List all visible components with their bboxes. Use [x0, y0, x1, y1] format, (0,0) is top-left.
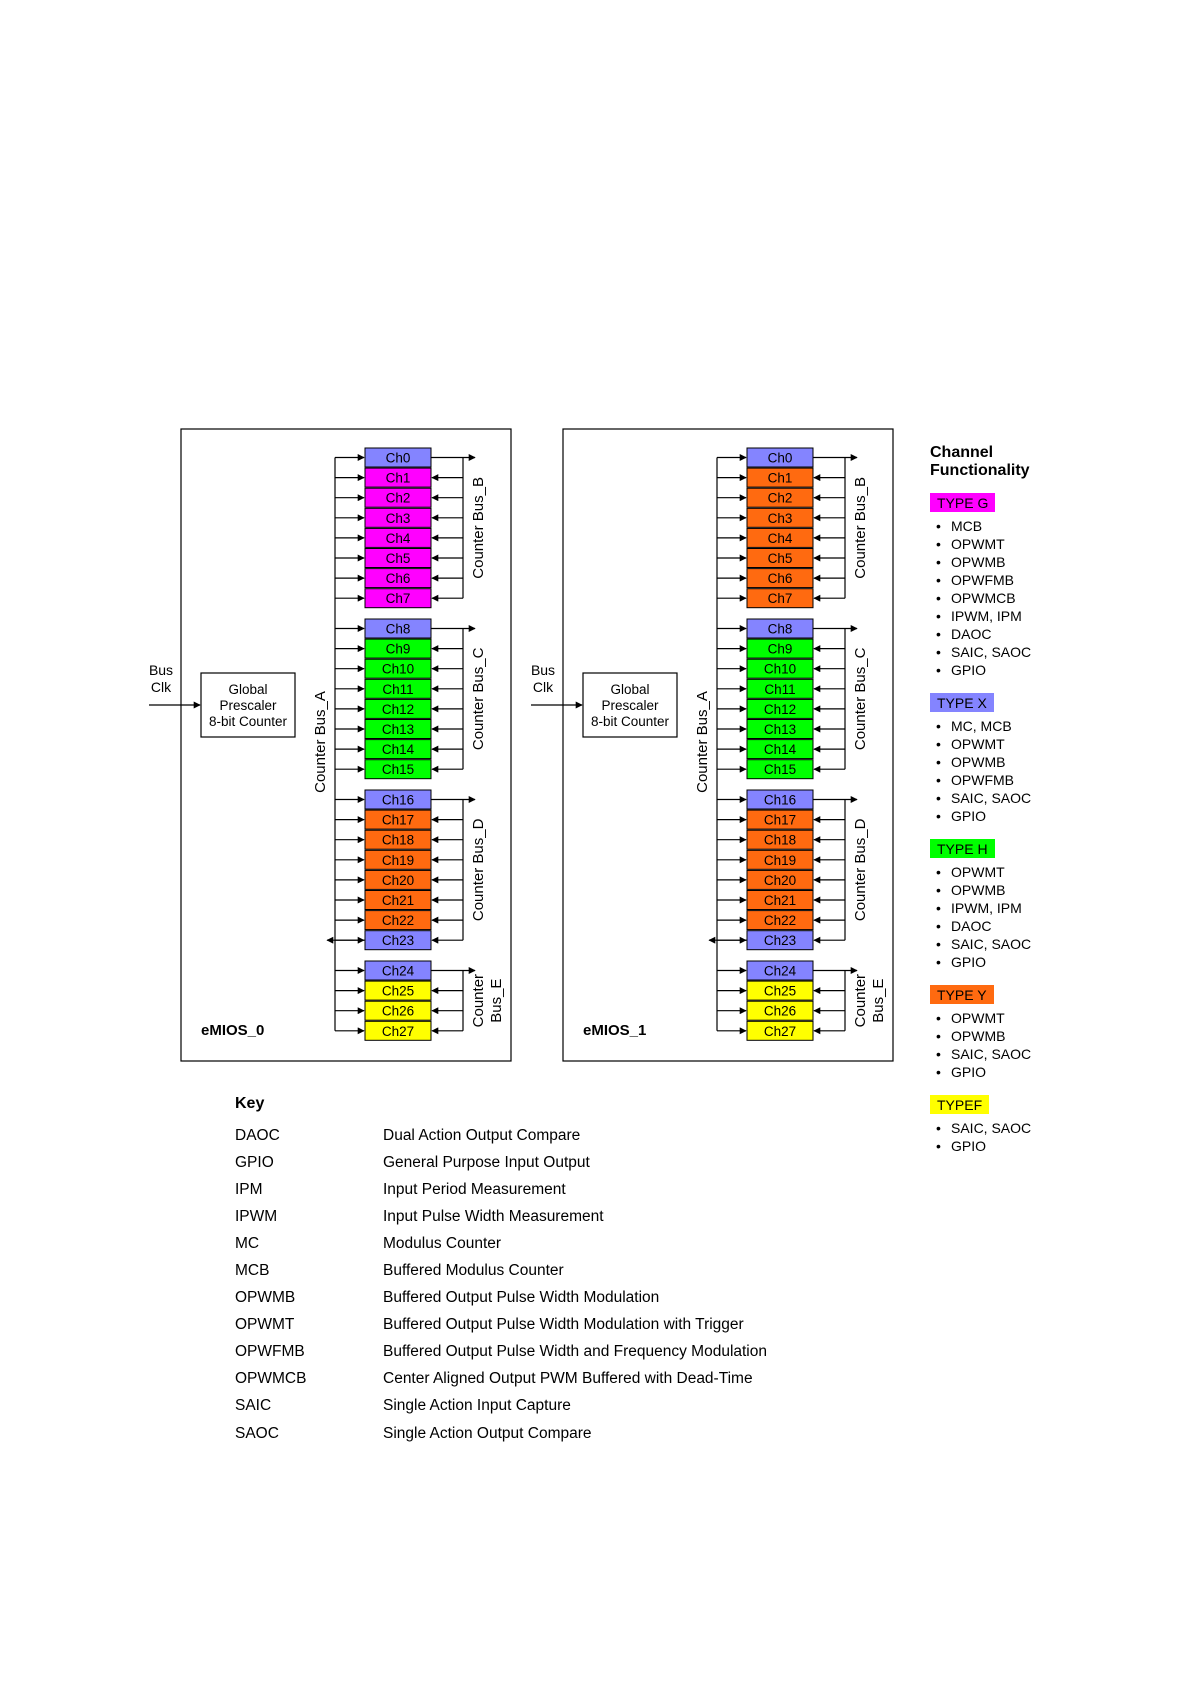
channel-label: Ch11 — [382, 681, 414, 697]
legend-mode-item: • DAOC — [930, 625, 1170, 643]
channel-label: Ch1 — [767, 470, 793, 486]
channel-label: Ch24 — [381, 963, 415, 979]
legend-mode-item: • OPWMB — [930, 553, 1170, 571]
counter-bus-label: Counter Bus_B — [852, 476, 869, 579]
prescaler-label: Prescaler — [601, 698, 659, 713]
legend-type-badge: TYPE Y — [930, 985, 994, 1004]
key-row — [235, 1257, 855, 1284]
channel-group-1 — [335, 619, 487, 779]
legend-mode-item: • GPIO — [930, 1137, 1170, 1155]
legend-mode-item: • MCB — [930, 517, 1170, 535]
channel-label: Ch3 — [385, 510, 411, 526]
channel-label: Ch9 — [385, 641, 411, 657]
channel-label: Ch23 — [763, 933, 797, 949]
channel-label: Ch18 — [381, 832, 415, 848]
channel-label: Ch23 — [381, 933, 415, 949]
counter-bus-label: Bus_E — [870, 978, 887, 1023]
channel-label: Ch6 — [385, 571, 411, 587]
channel-label: Ch5 — [767, 551, 793, 566]
channel-group-3 — [717, 961, 887, 1040]
legend-mode-item: • GPIO — [930, 807, 1170, 825]
legend-mode-item: • GPIO — [930, 661, 1170, 679]
prescaler-label: 8-bit Counter — [590, 714, 670, 729]
channel-group-0 — [717, 448, 869, 608]
legend-mode-item: • IPWM, IPM — [930, 607, 1170, 625]
counter-bus-a-label: Counter Bus_A — [694, 691, 711, 793]
channel-group-0 — [335, 448, 487, 608]
legend-mode-item: • OPWFMB — [930, 771, 1170, 789]
key-abbreviation: IPWM — [235, 1207, 278, 1225]
channel-label: Ch15 — [381, 762, 415, 778]
legend-title-line-1: Channel — [930, 444, 994, 461]
legend-mode-item: • OPWMB — [930, 1027, 1170, 1045]
bus-clk-label: Clk — [150, 679, 172, 695]
counter-bus-a-label: Counter Bus_A — [312, 691, 329, 793]
key-abbreviation: SAOC — [235, 1424, 279, 1442]
channel-label: Ch12 — [763, 701, 797, 717]
legend-mode-item: • OPWMT — [930, 1009, 1170, 1027]
legend-mode-item: • SAIC, SAOC — [930, 1045, 1170, 1063]
key-description: Buffered Modulus Counter — [383, 1262, 564, 1280]
channel-label: Ch19 — [381, 852, 415, 868]
channel-label: Ch16 — [763, 792, 797, 808]
key-description: Single Action Output Compare — [383, 1424, 592, 1442]
legend-type-badge: TYPE H — [930, 839, 995, 858]
channel-label: Ch21 — [763, 893, 797, 908]
channel-label: Ch17 — [381, 812, 415, 828]
channel-label: Ch25 — [763, 983, 797, 999]
channel-label: Ch7 — [767, 591, 793, 607]
channel-label: Ch0 — [385, 450, 411, 466]
legend-mode-item: • SAIC, SAOC — [930, 1119, 1170, 1137]
key-abbreviation: OPWMT — [235, 1316, 295, 1334]
channel-label: Ch8 — [385, 621, 411, 637]
key-description: Modulus Counter — [383, 1234, 502, 1252]
module-0 — [149, 429, 511, 1061]
prescaler-label: 8-bit Counter — [208, 714, 288, 729]
channel-label: Ch22 — [381, 913, 415, 929]
key-row — [235, 1420, 855, 1447]
channel-functionality-legend — [930, 444, 1170, 1169]
channel-label: Ch9 — [767, 641, 793, 657]
key-description: Input Pulse Width Measurement — [383, 1207, 604, 1225]
channel-group-3 — [335, 961, 505, 1040]
legend-mode-item: • OPWFMB — [930, 571, 1170, 589]
key-description: General Purpose Input Output — [383, 1153, 590, 1171]
module-frame — [181, 429, 511, 1061]
channel-label: Ch10 — [763, 661, 797, 677]
key-abbreviation: IPM — [235, 1180, 263, 1198]
channel-label: Ch0 — [767, 450, 793, 466]
legend-mode-item: • OPWMB — [930, 881, 1170, 899]
channel-label: Ch13 — [381, 722, 415, 737]
module-name: eMIOS_1 — [583, 1022, 647, 1039]
bus-clk-label: Clk — [532, 679, 554, 695]
key-table — [235, 1095, 855, 1447]
counter-bus-label: Counter Bus_D — [852, 818, 869, 922]
key-description: Buffered Output Pulse Width Modulation — [383, 1289, 660, 1307]
key-row — [235, 1230, 855, 1257]
counter-bus-label: Counter Bus_B — [470, 476, 487, 579]
legend-mode-item: • GPIO — [930, 953, 1170, 971]
legend-mode-item: • GPIO — [930, 1063, 1170, 1081]
prescaler-label: Prescaler — [219, 698, 277, 713]
legend-title — [930, 444, 1170, 480]
legend-type-G — [930, 493, 1170, 679]
key-row — [235, 1312, 855, 1339]
legend-mode-item: • SAIC, SAOC — [930, 935, 1170, 953]
key-description: Input Period Measurement — [383, 1180, 566, 1198]
channel-label: Ch26 — [763, 1003, 797, 1019]
channel-label: Ch4 — [385, 530, 411, 546]
legend-type-badge: TYPEF — [930, 1095, 989, 1114]
channel-label: Ch25 — [381, 983, 415, 999]
channel-label: Ch3 — [767, 510, 793, 526]
channel-label: Ch14 — [381, 742, 415, 758]
key-row — [235, 1366, 855, 1393]
legend-mode-item: • OPWMB — [930, 753, 1170, 771]
channel-label: Ch18 — [763, 832, 797, 848]
key-row — [235, 1393, 855, 1420]
prescaler-label: Global — [228, 682, 268, 697]
channel-label: Ch6 — [767, 571, 793, 587]
key-abbreviation: OPWFMB — [235, 1343, 305, 1361]
key-row — [235, 1176, 855, 1203]
module-frame — [563, 429, 893, 1061]
channel-label: Ch27 — [381, 1023, 415, 1039]
key-row — [235, 1285, 855, 1312]
key-description: Buffered Output Pulse Width Modulation with Trigger — [383, 1316, 744, 1334]
channel-label: Ch2 — [385, 490, 411, 506]
channel-label: Ch12 — [381, 701, 415, 717]
channel-label: Ch20 — [381, 872, 415, 888]
channel-group-1 — [717, 619, 869, 779]
legend-type-Y — [930, 985, 1170, 1081]
channel-label: Ch4 — [767, 530, 793, 546]
key-abbreviation: MCB — [235, 1262, 270, 1280]
key-abbreviation: MC — [235, 1234, 260, 1252]
channel-label: Ch15 — [763, 762, 797, 778]
channel-label: Ch17 — [763, 812, 797, 828]
channel-label: Ch13 — [763, 722, 797, 737]
legend-mode-item: • SAIC, SAOC — [930, 789, 1170, 807]
key-row — [235, 1339, 855, 1366]
key-abbreviation: OPWMB — [235, 1289, 296, 1307]
legend-mode-item: • MC, MCB — [930, 717, 1170, 735]
channel-label: Ch10 — [381, 661, 415, 677]
legend-mode-item: • SAIC, SAOC — [930, 643, 1170, 661]
counter-bus-label: Bus_E — [488, 978, 505, 1023]
key-description: Center Aligned Output PWM Buffered with Dead-Time — [383, 1370, 753, 1388]
channel-label: Ch27 — [763, 1023, 797, 1039]
channel-label: Ch20 — [763, 872, 797, 888]
counter-bus-label: Counter Bus_C — [852, 647, 869, 751]
channel-label: Ch24 — [763, 963, 797, 979]
counter-bus-label: Counter Bus_C — [470, 647, 487, 751]
bus-clk-label: Bus — [530, 662, 556, 678]
prescaler-label: Global — [610, 682, 650, 697]
key-abbreviation: GPIO — [235, 1153, 274, 1171]
module-name: eMIOS_0 — [201, 1022, 265, 1039]
key-row — [235, 1122, 855, 1149]
legend-type-F — [930, 1095, 1170, 1155]
channel-label: Ch1 — [385, 470, 411, 486]
key-row — [235, 1149, 855, 1176]
key-abbreviation: OPWMCB — [235, 1370, 307, 1388]
channel-label: Ch16 — [381, 792, 415, 808]
legend-title-line-2: Functionality — [930, 462, 1030, 479]
channel-label: Ch14 — [763, 742, 797, 758]
counter-bus-label: Counter — [470, 973, 487, 1028]
legend-mode-item: • OPWMCB — [930, 589, 1170, 607]
channel-label: Ch26 — [381, 1003, 415, 1019]
channel-label: Ch5 — [385, 551, 411, 566]
legend-type-H — [930, 839, 1170, 971]
legend-mode-item: • OPWMT — [930, 863, 1170, 881]
key-title: Key — [235, 1095, 265, 1112]
channel-label: Ch7 — [385, 591, 411, 607]
bus-clk-label: Bus — [148, 662, 174, 678]
counter-bus-label: Counter — [852, 973, 869, 1028]
channel-label: Ch8 — [767, 621, 793, 637]
channel-group-2 — [335, 790, 487, 950]
legend-type-badge: TYPE X — [930, 693, 994, 712]
channel-label: Ch19 — [763, 852, 797, 868]
key-description: Buffered Output Pulse Width and Frequency Modulation — [383, 1343, 767, 1361]
module-1 — [531, 429, 893, 1061]
channel-label: Ch21 — [381, 893, 415, 908]
legend-mode-item: • DAOC — [930, 917, 1170, 935]
legend-type-X — [930, 693, 1170, 825]
legend-mode-item: • IPWM, IPM — [930, 899, 1170, 917]
key-description: Single Action Input Capture — [383, 1397, 571, 1415]
key-abbreviation: DAOC — [235, 1126, 280, 1144]
key-description: Dual Action Output Compare — [383, 1126, 581, 1144]
legend-mode-item: • OPWMT — [930, 535, 1170, 553]
counter-bus-label: Counter Bus_D — [470, 818, 487, 922]
legend-type-badge: TYPE G — [930, 493, 995, 512]
key-abbreviation: SAIC — [235, 1397, 272, 1415]
key-row — [235, 1203, 855, 1230]
channel-label: Ch2 — [767, 490, 793, 506]
channel-label: Ch22 — [763, 913, 797, 929]
channel-label: Ch11 — [764, 681, 796, 697]
legend-mode-item: • OPWMT — [930, 735, 1170, 753]
channel-group-2 — [717, 790, 869, 950]
